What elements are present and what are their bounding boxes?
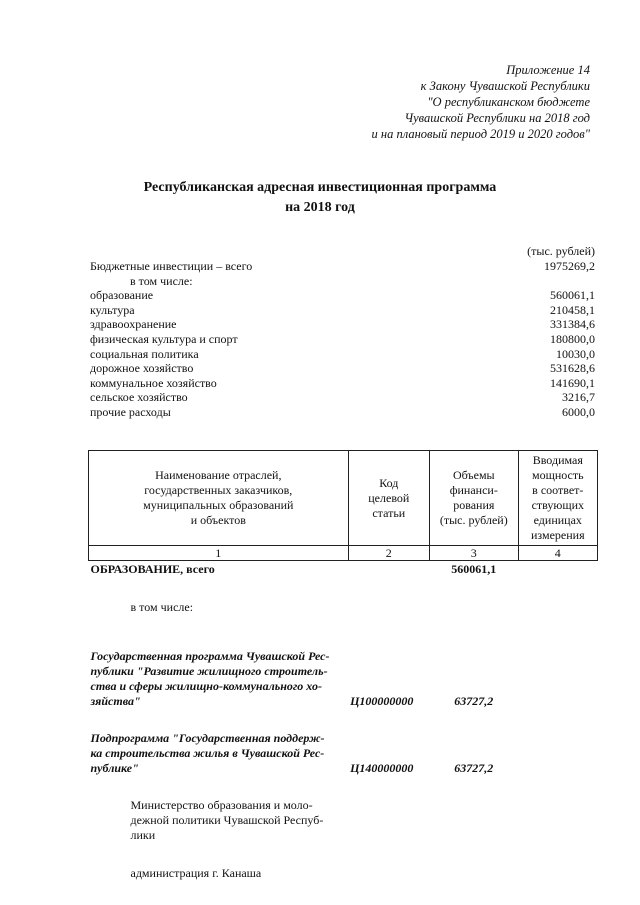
summary-value: 1975269,2 [544, 259, 595, 273]
row-name-line: ства и сферы жилищно-коммунального хо- [90, 679, 322, 693]
summary-value: 6000,0 [562, 404, 595, 419]
row-name: администрация г. Канаша [130, 866, 262, 880]
summary-value: 10030,0 [556, 346, 595, 361]
header-line: Код [379, 475, 399, 490]
row-name-line: Государственная программа Чувашской Рес- [90, 649, 330, 663]
col-number: 2 [348, 546, 429, 561]
row-name: в том числе: [130, 600, 194, 614]
col-number: 1 [89, 546, 349, 561]
header-line: целевой [368, 490, 410, 505]
row-name [89, 709, 349, 776]
summary-row-total [90, 259, 595, 274]
header-code [348, 451, 429, 546]
header-capacity [518, 451, 597, 546]
appendix-line: к Закону Чувашской Республики [420, 79, 590, 93]
appendix-line: "О республиканском бюджете [427, 95, 590, 109]
summary-label: дорожное хозяйство [90, 361, 194, 376]
header-line: в соответ- [532, 483, 584, 497]
appendix-header [290, 62, 590, 142]
table-row [89, 776, 598, 843]
header-line: Наименование отраслей, [155, 468, 282, 482]
row-capacity [518, 709, 597, 776]
row-name-line: лики [130, 828, 156, 842]
header-line: ствующих [531, 498, 585, 512]
row-capacity [518, 843, 597, 881]
row-amount [430, 577, 519, 615]
summary-list [90, 259, 595, 420]
header-line: муниципальных образований [143, 498, 294, 512]
row-name-line: Подпрограмма "Государственная поддерж- [90, 731, 325, 745]
summary-value: 210458,1 [550, 302, 595, 317]
row-code: Ц140000000 [350, 761, 414, 775]
table-row [89, 615, 598, 709]
appendix-line: Чувашской Республики на 2018 год [404, 111, 590, 125]
summary-row [90, 303, 595, 318]
header-line: государственных заказчиков, [144, 483, 293, 497]
row-name-line: публики "Развитие жилищного строитель- [90, 664, 328, 678]
table-row [89, 709, 598, 776]
summary-value: 560061,1 [550, 288, 595, 303]
row-name-line: ка строительства жилья в Чувашской Рес- [90, 746, 325, 760]
header-line: мощность [531, 468, 584, 482]
document-title [0, 178, 640, 218]
summary-row-including [90, 274, 595, 289]
summary-row [90, 332, 595, 347]
header-name [89, 451, 349, 546]
table-row [89, 561, 598, 578]
table-row [89, 577, 598, 615]
header-line: (тыс. рублей) [439, 513, 508, 527]
summary-row [90, 376, 595, 391]
summary-value: 3216,7 [562, 390, 595, 405]
header-line: и объектов [190, 513, 246, 527]
summary-value: 531628,6 [550, 361, 595, 376]
header-line: единицах [533, 513, 582, 527]
summary-label: образование [90, 288, 154, 303]
summary-row [90, 361, 595, 376]
summary-row [90, 288, 595, 303]
summary-row [90, 390, 595, 405]
row-amount: 63727,2 [454, 694, 494, 708]
summary-row [90, 317, 595, 332]
row-code [348, 843, 429, 881]
title-line-1: Республиканская адресная инвестиционная программа [143, 180, 497, 195]
summary-value: 180800,0 [550, 331, 595, 346]
table-header-row [89, 451, 598, 546]
row-code: Ц100000000 [350, 694, 414, 708]
header-line: измерения [530, 528, 585, 542]
row-name-line: Министерство образования и моло- [130, 798, 313, 812]
row-amount: 63727,2 [454, 761, 494, 775]
row-code [348, 561, 429, 578]
summary-row [90, 405, 595, 420]
summary-label: социальная политика [90, 346, 199, 361]
header-line: Объемы [452, 468, 495, 482]
header-line: рования [453, 498, 495, 512]
row-amount [430, 776, 519, 843]
row-name [89, 615, 349, 709]
row-name-line: публике" [90, 761, 139, 775]
summary-label: коммунальное хозяйство [90, 375, 217, 390]
row-capacity [518, 776, 597, 843]
row-name: ОБРАЗОВАНИЕ, всего [90, 562, 215, 576]
appendix-line: и на плановый период 2019 и 2020 годов" [371, 127, 590, 141]
row-code [348, 776, 429, 843]
row-amount: 560061,1 [451, 562, 497, 576]
summary-label: здравоохранение [90, 317, 177, 332]
summary-label: в том числе: [130, 273, 193, 288]
row-capacity [518, 577, 597, 615]
summary-label: сельское хозяйство [90, 390, 188, 405]
summary-row [90, 347, 595, 362]
col-number: 4 [518, 546, 597, 561]
summary-value: 141690,1 [550, 375, 595, 390]
col-number: 3 [430, 546, 519, 561]
unit-label: (тыс. рублей) [527, 244, 595, 258]
summary-label: культура [90, 302, 135, 317]
table-row [89, 843, 598, 881]
row-capacity [518, 615, 597, 709]
summary-label: прочие расходы [90, 404, 171, 419]
header-line: Вводимая [532, 453, 583, 467]
row-capacity [518, 561, 597, 578]
title-line-2: на 2018 год [285, 200, 355, 215]
row-code [348, 577, 429, 615]
investment-table [88, 450, 598, 881]
appendix-line: Приложение 14 [506, 63, 590, 77]
column-number-row [89, 546, 598, 561]
summary-value: 331384,6 [550, 317, 595, 332]
row-name-line: зяйства" [90, 694, 141, 708]
row-name-line: дежной политики Чувашской Респуб- [130, 813, 324, 827]
header-amount [430, 451, 519, 546]
summary-label: физическая культура и спорт [90, 331, 238, 346]
row-name [89, 776, 349, 843]
summary-label: Бюджетные инвестиции – всего [90, 259, 253, 273]
header-line: статьи [372, 505, 406, 520]
row-amount [430, 843, 519, 881]
header-line: финанси- [449, 483, 498, 497]
